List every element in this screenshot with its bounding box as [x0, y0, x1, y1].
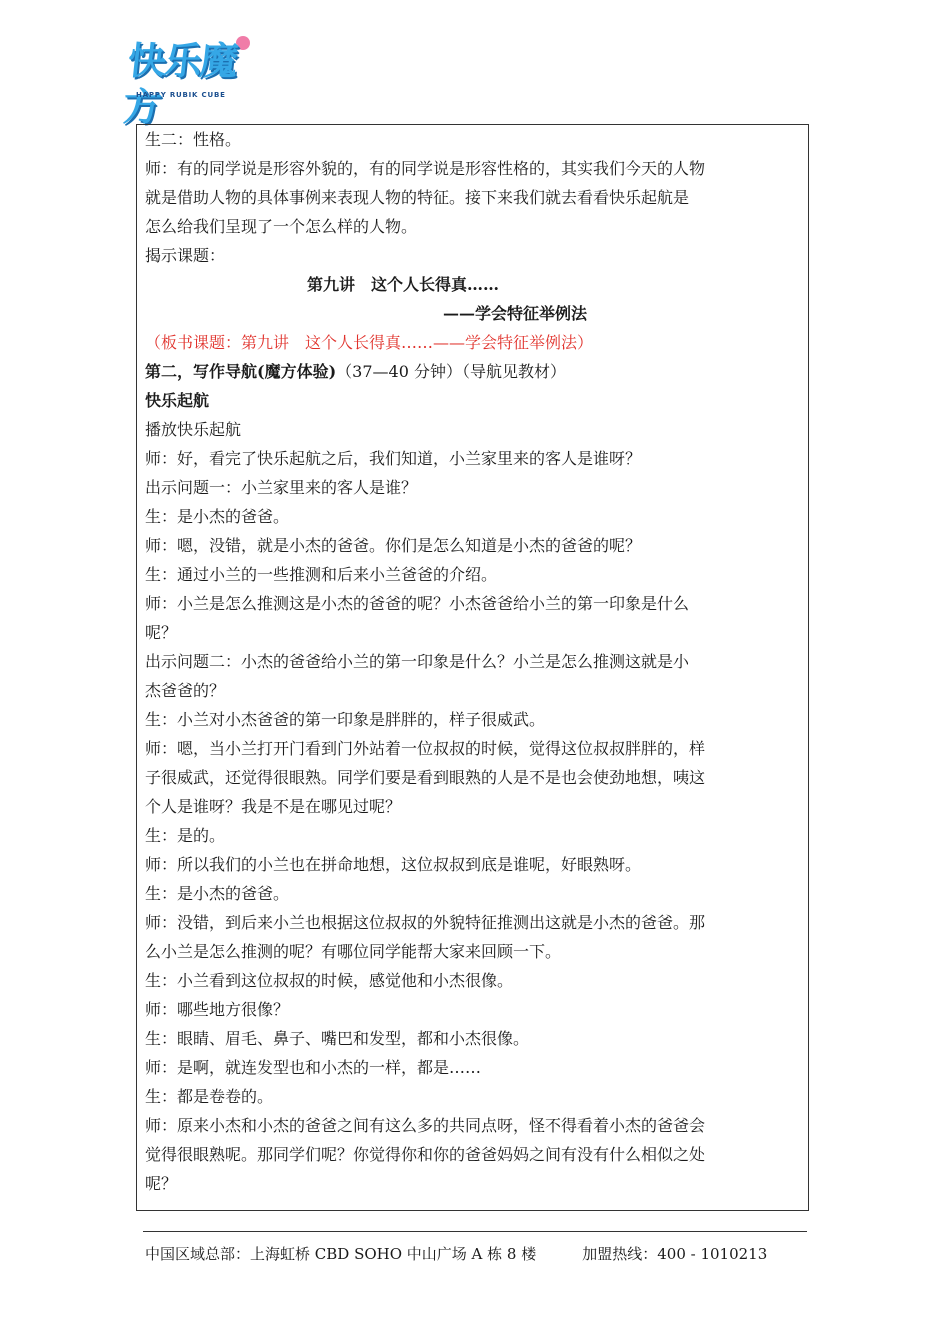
- text-line: 师：小兰是怎么推测这是小杰的爸爸的呢？小杰爸爸给小兰的第一印象是什么: [145, 594, 690, 613]
- text-line: 师：哪些地方很像？: [145, 1000, 290, 1019]
- text-line: 师：嗯，当小兰打开门看到门外站着一位叔叔的时候，觉得这位叔叔胖胖的，样: [145, 739, 706, 758]
- text-line: （板书课题：第九讲 这个人长得真……——学会特征举例法）: [145, 333, 594, 352]
- text-line: 师：原来小杰和小杰的爸爸之间有这么多的共同点呀，怪不得看着小杰的爸爸会: [145, 1116, 706, 1135]
- text-line: 师：好，看完了快乐起航之后，我们知道，小兰家里来的客人是谁呀？: [145, 449, 642, 468]
- logo-title: 快乐魔方: [120, 39, 239, 129]
- text-line: 出示问题二：小杰的爸爸给小兰的第一印象是什么？小兰是怎么推测这就是小: [145, 652, 690, 671]
- text-line: 个人是谁呀？我是不是在哪见过呢？: [145, 797, 402, 816]
- text-line: 师：嗯，没错，就是小杰的爸爸。你们是怎么知道是小杰的爸爸的呢？: [145, 536, 642, 555]
- text-line: 快乐起航: [145, 391, 210, 410]
- footer-address: 中国区域总部：上海虹桥 CBD SOHO 中山广场 A 栋 8 楼: [145, 1245, 537, 1263]
- lesson-table-cell: [136, 124, 809, 1211]
- text-line: 生：是小杰的爸爸。: [145, 507, 290, 526]
- text-line: [145, 357, 801, 386]
- text-line: 师：所以我们的小兰也在拼命地想，这位叔叔到底是谁呢，好眼熟呀。: [145, 855, 642, 874]
- footer: [145, 1243, 767, 1265]
- text-line: 就是借助人物的具体事例来表现人物的特征。接下来我们就去看看快乐起航是: [145, 188, 690, 207]
- text-line: 呢？: [145, 1174, 178, 1193]
- text-line: 怎么给我们呈现了一个怎么样的人物。: [145, 217, 418, 236]
- text-line: 师：有的同学说是形容外貌的，有的同学说是形容性格的，其实我们今天的人物: [145, 159, 706, 178]
- text-line: 生：眼睛、眉毛、鼻子、嘴巴和发型，都和小杰很像。: [145, 1029, 530, 1048]
- text-line: 生：都是卷卷的。: [145, 1087, 274, 1106]
- text-line: 第九讲 这个人长得真……: [307, 275, 500, 294]
- text-line: 生：通过小兰的一些推测和后来小兰爸爸的介绍。: [145, 565, 498, 584]
- text-line: ——学会特征举例法: [443, 304, 588, 323]
- footer-hotline: 加盟热线：400 - 1010213: [582, 1245, 768, 1263]
- text-line-bold: 第二，写作导航(魔方体验): [145, 362, 337, 381]
- text-line: 揭示课题：: [145, 246, 226, 265]
- text-line: 播放快乐起航: [145, 420, 242, 439]
- text-line: 觉得很眼熟呢。那同学们呢？你觉得你和你的爸爸妈妈之间有没有什么相似之处: [145, 1145, 706, 1164]
- text-line: 么小兰是怎么推测的呢？有哪位同学能帮大家来回顾一下。: [145, 942, 562, 961]
- brand-logo: [120, 36, 258, 129]
- text-line: 生二：性格。: [145, 130, 242, 149]
- text-line: 生：是小杰的爸爸。: [145, 884, 290, 903]
- text-line-rest: （37—40 分钟）（导航见教材）: [336, 362, 566, 381]
- text-line: 生：小兰看到这位叔叔的时候，感觉他和小杰很像。: [145, 971, 514, 990]
- text-line: 生：是的。: [145, 826, 226, 845]
- text-line: 师：没错，到后来小兰也根据这位叔叔的外貌特征推测出这就是小杰的爸爸。那: [145, 913, 706, 932]
- text-line: 子很威武，还觉得很眼熟。同学们要是看到眼熟的人是不是也会使劲地想，咦这: [145, 768, 706, 787]
- text-line: 出示问题一：小兰家里来的客人是谁？: [145, 478, 418, 497]
- text-line: 杰爸爸的？: [145, 681, 226, 700]
- text-line: 呢？: [145, 623, 178, 642]
- text-line: 生：小兰对小杰爸爸的第一印象是胖胖的，样子很威武。: [145, 710, 546, 729]
- logo-subtitle: HAPPY RUBIK CUBE: [136, 91, 226, 99]
- lesson-content: [145, 125, 801, 1198]
- text-line: 师：是啊，就连发型也和小杰的一样，都是……: [145, 1058, 482, 1077]
- footer-divider: [143, 1231, 807, 1232]
